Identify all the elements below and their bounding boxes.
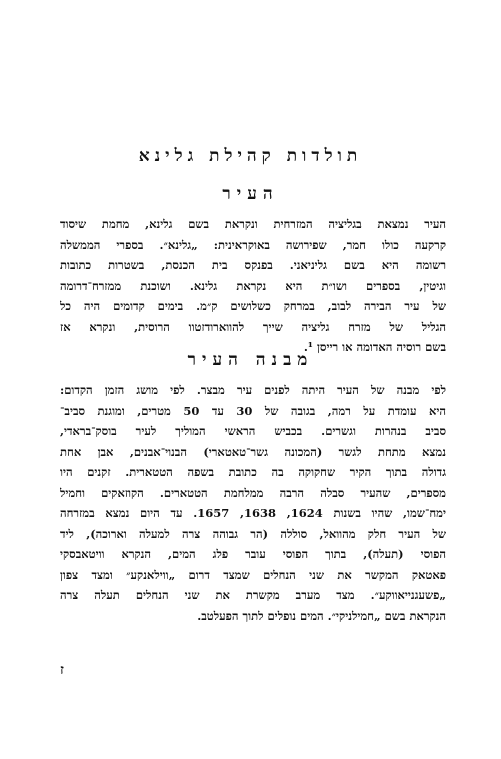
text-line: לפי מבנה של העיר היתה לפנים עיר מבצר. לפי מושג הזמן הקדום:	[60, 383, 446, 397]
text-line: בשם רוסיה האדומה או רייסן ¹.	[303, 340, 446, 354]
text-line: נמצא מתחת לגשר (המכונה גשר־טאטארי) הבנוי־אבנים, אבן אחת	[60, 444, 446, 459]
text-line: פאטאק המקשר את שני הנחלים שמצד דרום „ווילאנקע״ ומצד צפון	[60, 567, 446, 582]
paragraph-city-structure	[60, 380, 446, 626]
section-heading-city-structure: מבנה העיר	[187, 350, 314, 370]
section-heading-city: העיר	[222, 184, 279, 204]
text-line: הפוסי (תעלה), בתוך הפוסי עובר פלג המים, הנקרא וויטאבסקי	[60, 547, 446, 561]
text-line: של העיר חלק מהוואל, סוללה (הר גבוהה צרה למעלה וארוכה), ליד	[60, 526, 446, 541]
text-line: מספרים, שהעיר סבלה הרבה ממלחמת הטטארים. הקוזאקים וחמיל	[60, 485, 446, 500]
page-number: ז	[60, 662, 64, 678]
text-line: קרקעה כולו חמר, שפירושה באוקראינית: „גלינא״. בספרי הממשלה	[60, 237, 446, 252]
text-line: סביב בנהרות וגשרים. בכביש הראשי המוליך לעיר בוסק־בראדי,	[60, 424, 446, 438]
text-line: וגיטין, בספרים ושו״ת היא נקראת גלינא. ושוכנת ממזרח־דרומה	[60, 278, 446, 293]
text-line: ימח־שמו, שהיו בשנות 1624, 1638, 1657. עד היום נמצא במזרחה	[60, 506, 446, 520]
paragraph-city	[60, 214, 446, 358]
page-title: תולדות קהילת גלינא	[138, 146, 363, 166]
text-line: גדולה בתוך הקיר שחקוקה בה כתובת בשפה הטטארית. זקנים היו	[60, 465, 446, 479]
text-line: רשומה היא בשם גליניאני. בפנקס בית הכנסת, בשטרות כתובות	[60, 258, 446, 272]
text-line: של עיר הבירה לבוב, במרחק כשלושים ק״מ. בימים קדומים היה כל	[60, 299, 446, 313]
text-line: „פשעגנייאווקע״. מצד מערב מקשרת את שני הנחלים תעלה צרה	[60, 588, 446, 602]
text-line: הנקראת בשם „חמילניקי״. המים נופלים לתוך הפעלטב.	[197, 608, 446, 623]
text-line: היא עומדת על רמה, בגובה של 30 עד 50 מטרים, ומוגנת סביב־	[60, 403, 446, 418]
text-line: הגליל של מזרח גליציה שייך להווארודזטוו הרוסית, ונקרא אז	[60, 319, 446, 334]
text-line: העיר נמצאת בגליציה המזרחית ונקראת בשם גלינא, מחמת שיסוד	[60, 217, 446, 231]
